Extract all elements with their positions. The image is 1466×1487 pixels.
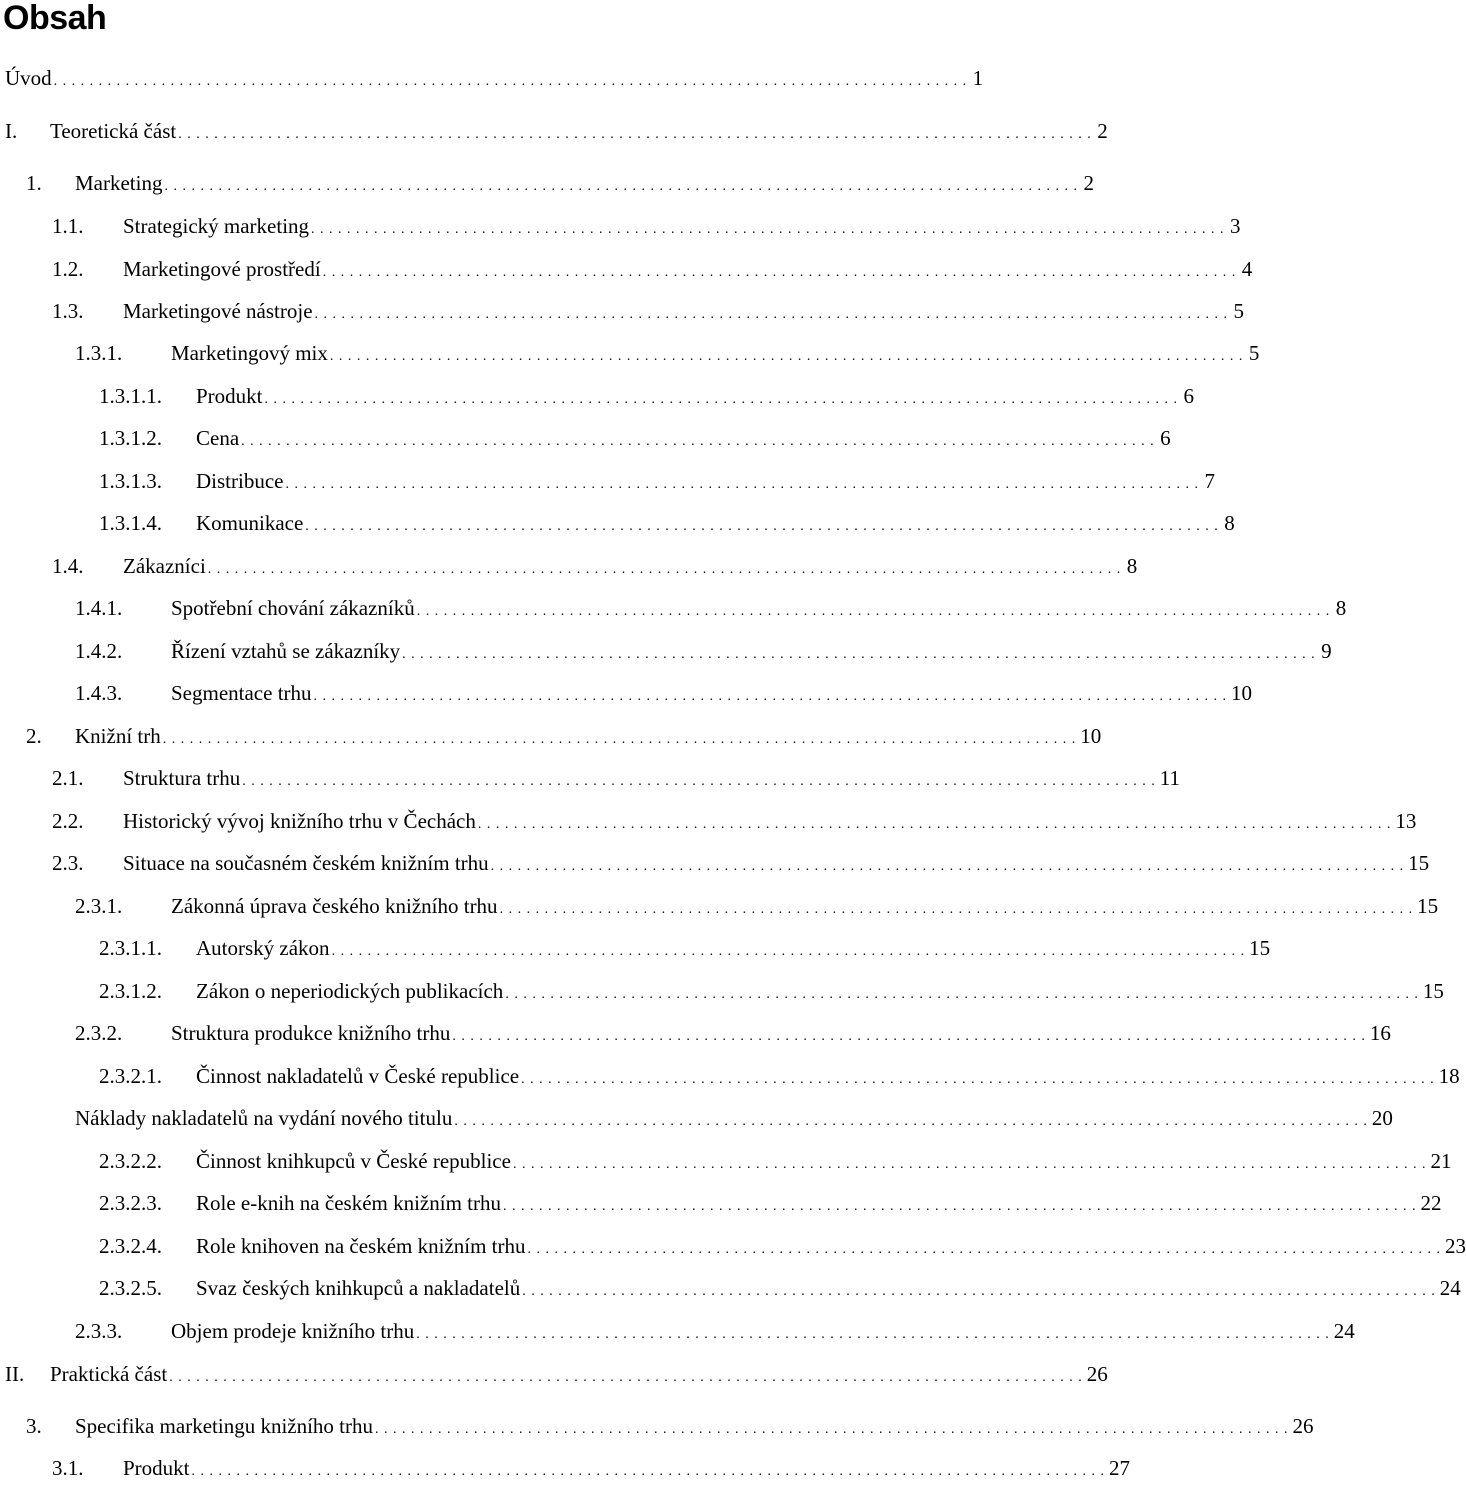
toc-entry-number: 2.3.2.2. [99,1149,162,1173]
toc-entry[interactable] [0,63,984,93]
toc-entry-title: Struktura produkce knižního trhu [171,1021,451,1045]
toc-entry-page-number: 4 [1241,257,1253,281]
toc-entry-title: Distribuce [196,469,284,493]
toc-entry-number: 2.3. [52,851,84,875]
toc-entry-page-number: 7 [1204,469,1215,493]
toc-leader-dots: . . . . . . . . . . . . . . . . . . . . . . . . . . . . . . . . . . . . . . . . . . . . . . . . . . . . . . . . . . . . . . . . . . . . . . . . . . . . . . . . . . . . . . . . . . . . . . . . . . . . . . [402,647,1316,662]
toc-entry-page-number: 20 [1371,1106,1393,1130]
toc-entry-title: Produkt [123,1456,190,1480]
toc-entry-number: 2.3.2. [75,1021,123,1045]
toc-entry[interactable] [0,806,1417,836]
toc-entry-page-number: 5 [1248,341,1260,365]
toc-entry-page-number: 27 [1109,1456,1131,1480]
toc-entry[interactable] [0,1018,1391,1048]
toc-entry-number: 1.4.3. [75,681,123,705]
toc-leader-dots: . . . . . . . . . . . . . . . . . . . . . . . . . . . . . . . . . . . . . . . . . . . . . . . . . . . . . . . . . . . . . . . . . . . . . . . . . . . . . . . . . . . . . . . . . . . . . . . . . . . . . . [505,987,1419,1002]
toc-entry-page-number: 2 [1097,119,1108,143]
page-title: Obsah [3,0,107,37]
toc-entry-number: 2.3.2.5. [99,1276,162,1300]
toc-entry-page-number: 9 [1321,639,1332,663]
toc-entry-title: Činnost nakladatelů v České republice [196,1064,520,1088]
toc-entry-page-number: 2 [1083,171,1094,195]
toc-entry-page-number: 16 [1369,1021,1391,1045]
toc-leader-dots: . . . . . . . . . . . . . . . . . . . . . . . . . . . . . . . . . . . . . . . . . . . . . . . . . . . . . . . . . . . . . . . . . . . . . . . . . . . . . . . . . . . . . . . . . . . . . . . . . . . . . . [499,902,1414,917]
toc-entry-page-number: 8 [1126,554,1138,578]
toc-entry-title: Strategický marketing [123,214,310,238]
toc-entry-number: 2.3.1. [75,894,123,918]
toc-entry-page-number: 15 [1249,936,1271,960]
toc-entry[interactable] [0,168,1094,198]
toc-leader-dots: . . . . . . . . . . . . . . . . . . . . . . . . . . . . . . . . . . . . . . . . . . . . . . . . . . . . . . . . . . . . . . . . . . . . . . . . . . . . . . . . . . . . . . . . . . . . . . . . . . . . . . [241,434,1155,449]
toc-entry-number: 2.3.2.3. [99,1191,162,1215]
toc-entry-number: 1.3.1.2. [99,426,162,450]
toc-leader-dots: . . . . . . . . . . . . . . . . . . . . . . . . . . . . . . . . . . . . . . . . . . . . . . . . . . . . . . . . . . . . . . . . . . . . . . . . . . . . . . . . . . . . . . . . . . . . . . . . . . . . . . [452,1029,1366,1044]
toc-entry-title: Teoretická část [50,119,177,143]
toc-entry-number: 2.1. [52,766,84,790]
toc-entry-number: 1.3.1. [75,341,123,365]
toc-entry[interactable] [0,1146,1452,1176]
toc-leader-dots: . . . . . . . . . . . . . . . . . . . . . . . . . . . . . . . . . . . . . . . . . . . . . . . . . . . . . . . . . . . . . . . . . . . . . . . . . . . . . . . . . . . . . . . . . . . . . . . . . . . . . . [305,519,1219,534]
toc-entry-page-number: 6 [1160,426,1171,450]
toc-leader-dots: . . . . . . . . . . . . . . . . . . . . . . . . . . . . . . . . . . . . . . . . . . . . . . . . . . . . . . . . . . . . . . . . . . . . . . . . . . . . . . . . . . . . . . . . . . . . . . . . . . . . . . [522,1284,1436,1299]
toc-entry[interactable] [0,381,1195,411]
toc-leader-dots: . . . . . . . . . . . . . . . . . . . . . . . . . . . . . . . . . . . . . . . . . . . . . . . . . . . . . . . . . . . . . . . . . . . . . . . . . . . . . . . . . . . . . . . . . . . . . . . . . . . . . . [285,477,1199,492]
toc-leader-dots: . . . . . . . . . . . . . . . . . . . . . . . . . . . . . . . . . . . . . . . . . . . . . . . . . . . . . . . . . . . . . . . . . . . . . . . . . . . . . . . . . . . . . . . . . . . . . . . . . . . . . . [169,1370,1083,1385]
toc-entry-page-number: 3 [1230,214,1241,238]
toc-leader-dots: . . . . . . . . . . . . . . . . . . . . . . . . . . . . . . . . . . . . . . . . . . . . . . . . . . . . . . . . . . . . . . . . . . . . . . . . . . . . . . . . . . . . . . . . . . . . . . . . . . . . . . [264,392,1179,407]
toc-leader-dots: . . . . . . . . . . . . . . . . . . . . . . . . . . . . . . . . . . . . . . . . . . . . . . . . . . . . . . . . . . . . . . . . . . . . . . . . . . . . . . . . . . . . . . . . . . . . . . . . . . . . . . [512,1157,1427,1172]
toc-entry[interactable] [0,1061,1460,1091]
toc-entry-number: 1.3. [52,299,84,323]
toc-entry-title: Komunikace [196,511,304,535]
toc-entry-page-number: 6 [1183,384,1195,408]
toc-entry-title: Zákonná úprava českého knižního trhu [171,894,498,918]
toc-leader-dots: . . . . . . . . . . . . . . . . . . . . . . . . . . . . . . . . . . . . . . . . . . . . . . . . . . . . . . . . . . . . . . . . . . . . . . . . . . . . . . . . . . . . . . . . . . . . . . . . . . . . . . [191,1464,1106,1479]
toc-entry-number: 3.1. [52,1456,84,1480]
toc-leader-dots: . . . . . . . . . . . . . . . . . . . . . . . . . . . . . . . . . . . . . . . . . . . . . . . . . . . . . . . . . . . . . . . . . . . . . . . . . . . . . . . . . . . . . . . . . . . . . . . . . . . . . . [242,774,1156,789]
toc-entry-title: Struktura trhu [123,766,241,790]
toc-entry-page-number: 21 [1430,1149,1452,1173]
toc-leader-dots: . . . . . . . . . . . . . . . . . . . . . . . . . . . . . . . . . . . . . . . . . . . . . . . . . . . . . . . . . . . . . . . . . . . . . . . . . . . . . . . . . . . . . . . . . . . . . . . . . . . . . . [311,222,1225,237]
toc-entry-number: II. [5,1362,25,1386]
toc-entry-page-number: 15 [1422,979,1444,1003]
toc-entry-title: Marketingové prostředí [123,257,321,281]
toc-entry-title: Autorský zákon [196,936,330,960]
toc-entry[interactable] [0,848,1430,878]
toc-entry[interactable] [0,254,1253,284]
toc-entry[interactable] [0,678,1253,708]
toc-entry-page-number: 8 [1335,596,1347,620]
toc-leader-dots: . . . . . . . . . . . . . . . . . . . . . . . . . . . . . . . . . . . . . . . . . . . . . . . . . . . . . . . . . . . . . . . . . . . . . . . . . . . . . . . . . . . . . . . . . . . . . . . . . . . . . . [207,562,1122,577]
toc-entry-page-number: 23 [1445,1234,1466,1258]
toc-entry-number: 1. [26,171,42,195]
toc-entry-title: Řízení vztahů se zákazníky [171,639,401,663]
toc-entry-number: 2. [26,724,42,748]
toc-leader-dots: . . . . . . . . . . . . . . . . . . . . . . . . . . . . . . . . . . . . . . . . . . . . . . . . . . . . . . . . . . . . . . . . . . . . . . . . . . . . . . . . . . . . . . . . . . . . . . . . . . . . . . [53,74,968,89]
toc-entry-number: 1.2. [52,257,84,281]
toc-entry-number: 1.4. [52,554,84,578]
toc-entry[interactable] [0,1231,1466,1261]
toc-entry-number: 3. [26,1414,42,1438]
toc-entry-number: 1.3.1.3. [99,469,162,493]
toc-entry-page-number: 11 [1159,766,1180,790]
toc-entry-title: Činnost knihkupců v České republice [196,1149,511,1173]
toc-leader-dots: . . . . . . . . . . . . . . . . . . . . . . . . . . . . . . . . . . . . . . . . . . . . . . . . . . . . . . . . . . . . . . . . . . . . . . . . . . . . . . . . . . . . . . . . . . . . . . . . . . . . . . [178,127,1092,142]
toc-leader-dots: . . . . . . . . . . . . . . . . . . . . . . . . . . . . . . . . . . . . . . . . . . . . . . . . . . . . . . . . . . . . . . . . . . . . . . . . . . . . . . . . . . . . . . . . . . . . . . . . . . . . . . [322,265,1237,280]
toc-leader-dots: . . . . . . . . . . . . . . . . . . . . . . . . . . . . . . . . . . . . . . . . . . . . . . . . . . . . . . . . . . . . . . . . . . . . . . . . . . . . . . . . . . . . . . . . . . . . . . . . . . . . . . [527,1242,1442,1257]
toc-entry[interactable] [0,211,1241,241]
toc-entry[interactable] [0,1411,1314,1441]
toc-entry-title: Segmentace trhu [171,681,312,705]
toc-entry-page-number: 5 [1233,299,1245,323]
toc-leader-dots: . . . . . . . . . . . . . . . . . . . . . . . . . . . . . . . . . . . . . . . . . . . . . . . . . . . . . . . . . . . . . . . . . . . . . . . . . . . . . . . . . . . . . . . . . . . . . . . . . . . . . . [331,944,1246,959]
toc-entry-page-number: 15 [1417,894,1439,918]
toc-entry-page-number: 26 [1086,1362,1108,1386]
toc-entry[interactable] [0,1359,1108,1389]
toc-leader-dots: . . . . . . . . . . . . . . . . . . . . . . . . . . . . . . . . . . . . . . . . . . . . . . . . . . . . . . . . . . . . . . . . . . . . . . . . . . . . . . . . . . . . . . . . . . . . . . . . . . . . . . [503,1199,1417,1214]
toc-entry-number: 1.1. [52,214,84,238]
toc-entry-number: I. [5,119,18,143]
toc-entry-number: 1.4.2. [75,639,123,663]
toc-leader-dots: . . . . . . . . . . . . . . . . . . . . . . . . . . . . . . . . . . . . . . . . . . . . . . . . . . . . . . . . . . . . . . . . . . . . . . . . . . . . . . . . . . . . . . . . . . . . . . . . . . . . . . [375,1422,1289,1437]
toc-entry-title: Objem prodeje knižního trhu [171,1319,415,1343]
toc-leader-dots: . . . . . . . . . . . . . . . . . . . . . . . . . . . . . . . . . . . . . . . . . . . . . . . . . . . . . . . . . . . . . . . . . . . . . . . . . . . . . . . . . . . . . . . . . . . . . . . . . . . . . . [454,1114,1368,1129]
toc-entry-title: Spotřební chování zákazníků [171,596,415,620]
toc-entry-title: Knižní trh [75,724,161,748]
toc-entry[interactable] [0,593,1347,623]
toc-entry-title: Marketingové nástroje [123,299,313,323]
toc-entry-number: 1.4.1. [75,596,123,620]
toc-entry-number: 2.3.1.2. [99,979,162,1003]
toc-entry-title: Cena [196,426,240,450]
toc-entry-page-number: 1 [972,66,984,90]
toc-entry-number: 2.2. [52,809,84,833]
toc-entry-title: Role knihoven na českém knižním trhu [196,1234,526,1258]
toc-entry[interactable] [0,338,1260,368]
toc-entry[interactable] [0,296,1245,326]
toc-entry[interactable] [0,508,1235,538]
toc-entry-page-number: 24 [1439,1276,1461,1300]
toc-leader-dots: . . . . . . . . . . . . . . . . . . . . . . . . . . . . . . . . . . . . . . . . . . . . . . . . . . . . . . . . . . . . . . . . . . . . . . . . . . . . . . . . . . . . . . . . . . . . . . . . . . . . . . [329,349,1244,364]
toc-entry[interactable] [0,721,1102,751]
toc-entry-page-number: 15 [1408,851,1430,875]
toc-entry-title: Marketing [75,171,163,195]
toc-entry[interactable] [0,466,1215,496]
toc-entry-title: Specifika marketingu knižního trhu [75,1414,374,1438]
toc-entry[interactable] [0,116,1108,146]
toc-entry-title: Svaz českých knihkupců a nakladatelů [196,1276,521,1300]
toc-entry[interactable] [0,1453,1131,1483]
toc-entry-title: Praktická část [50,1362,168,1386]
toc-entry-number: 2.3.2.1. [99,1064,162,1088]
toc-entry-page-number: 24 [1333,1319,1355,1343]
toc-leader-dots: . . . . . . . . . . . . . . . . . . . . . . . . . . . . . . . . . . . . . . . . . . . . . . . . . . . . . . . . . . . . . . . . . . . . . . . . . . . . . . . . . . . . . . . . . . . . . . . . . . . . . . [313,689,1228,704]
toc-leader-dots: . . . . . . . . . . . . . . . . . . . . . . . . . . . . . . . . . . . . . . . . . . . . . . . . . . . . . . . . . . . . . . . . . . . . . . . . . . . . . . . . . . . . . . . . . . . . . . . . . . . . . . [416,1327,1330,1342]
toc-entry-page-number: 22 [1420,1191,1442,1215]
toc-entry-number: 2.3.3. [75,1319,123,1343]
toc-entry[interactable] [0,551,1138,581]
toc-entry[interactable] [0,1188,1442,1218]
toc-entry-page-number: 10 [1231,681,1253,705]
toc-entry-title: Situace na současném českém knižním trhu [123,851,489,875]
toc-entry[interactable] [0,636,1332,666]
toc-entry-number: 1.3.1.1. [99,384,162,408]
toc-entry-number: 2.3.2.4. [99,1234,162,1258]
toc-entry-title: Historický vývoj knižního trhu v Čechách [123,809,476,833]
toc-leader-dots: . . . . . . . . . . . . . . . . . . . . . . . . . . . . . . . . . . . . . . . . . . . . . . . . . . . . . . . . . . . . . . . . . . . . . . . . . . . . . . . . . . . . . . . . . . . . . . . . . . . . . . [521,1072,1435,1087]
toc-entry[interactable] [0,933,1271,963]
toc-entry-title: Úvod [5,66,52,90]
toc-entry-title: Zákazníci [123,554,206,578]
toc-leader-dots: . . . . . . . . . . . . . . . . . . . . . . . . . . . . . . . . . . . . . . . . . . . . . . . . . . . . . . . . . . . . . . . . . . . . . . . . . . . . . . . . . . . . . . . . . . . . . . . . . . . . . . [164,179,1078,194]
toc-entry-page-number: 18 [1438,1064,1460,1088]
toc-entry-page-number: 10 [1080,724,1102,748]
toc-entry-number: 2.3.1.1. [99,936,162,960]
toc-entry-title: Role e-knih na českém knižním trhu [196,1191,502,1215]
toc-entry-title: Náklady nakladatelů na vydání nového titulu [75,1106,453,1130]
toc-leader-dots: . . . . . . . . . . . . . . . . . . . . . . . . . . . . . . . . . . . . . . . . . . . . . . . . . . . . . . . . . . . . . . . . . . . . . . . . . . . . . . . . . . . . . . . . . . . . . . . . . . . . . . [416,604,1331,619]
toc-entry-number: 1.3.1.4. [99,511,162,535]
toc-entry[interactable] [0,976,1444,1006]
toc-leader-dots: . . . . . . . . . . . . . . . . . . . . . . . . . . . . . . . . . . . . . . . . . . . . . . . . . . . . . . . . . . . . . . . . . . . . . . . . . . . . . . . . . . . . . . . . . . . . . . . . . . . . . . [490,859,1405,874]
toc-entry-page-number: 26 [1292,1414,1314,1438]
toc-entry[interactable] [0,1316,1355,1346]
toc-leader-dots: . . . . . . . . . . . . . . . . . . . . . . . . . . . . . . . . . . . . . . . . . . . . . . . . . . . . . . . . . . . . . . . . . . . . . . . . . . . . . . . . . . . . . . . . . . . . . . . . . . . . . . [162,732,1077,747]
toc-entry[interactable] [0,891,1439,921]
toc-entry-page-number: 13 [1395,809,1417,833]
toc-entry-title: Marketingový mix [171,341,328,365]
toc-leader-dots: . . . . . . . . . . . . . . . . . . . . . . . . . . . . . . . . . . . . . . . . . . . . . . . . . . . . . . . . . . . . . . . . . . . . . . . . . . . . . . . . . . . . . . . . . . . . . . . . . . . . . . [314,307,1229,322]
toc-leader-dots: . . . . . . . . . . . . . . . . . . . . . . . . . . . . . . . . . . . . . . . . . . . . . . . . . . . . . . . . . . . . . . . . . . . . . . . . . . . . . . . . . . . . . . . . . . . . . . . . . . . . . . [477,817,1392,832]
toc-entry-title: Zákon o neperiodických publikacích [196,979,504,1003]
toc-entry[interactable] [0,763,1180,793]
toc-entry[interactable] [0,1103,1393,1133]
toc-entry[interactable] [0,423,1171,453]
toc-entry-title: Produkt [196,384,263,408]
toc-entry[interactable] [0,1273,1461,1303]
toc-entry-page-number: 8 [1224,511,1235,535]
